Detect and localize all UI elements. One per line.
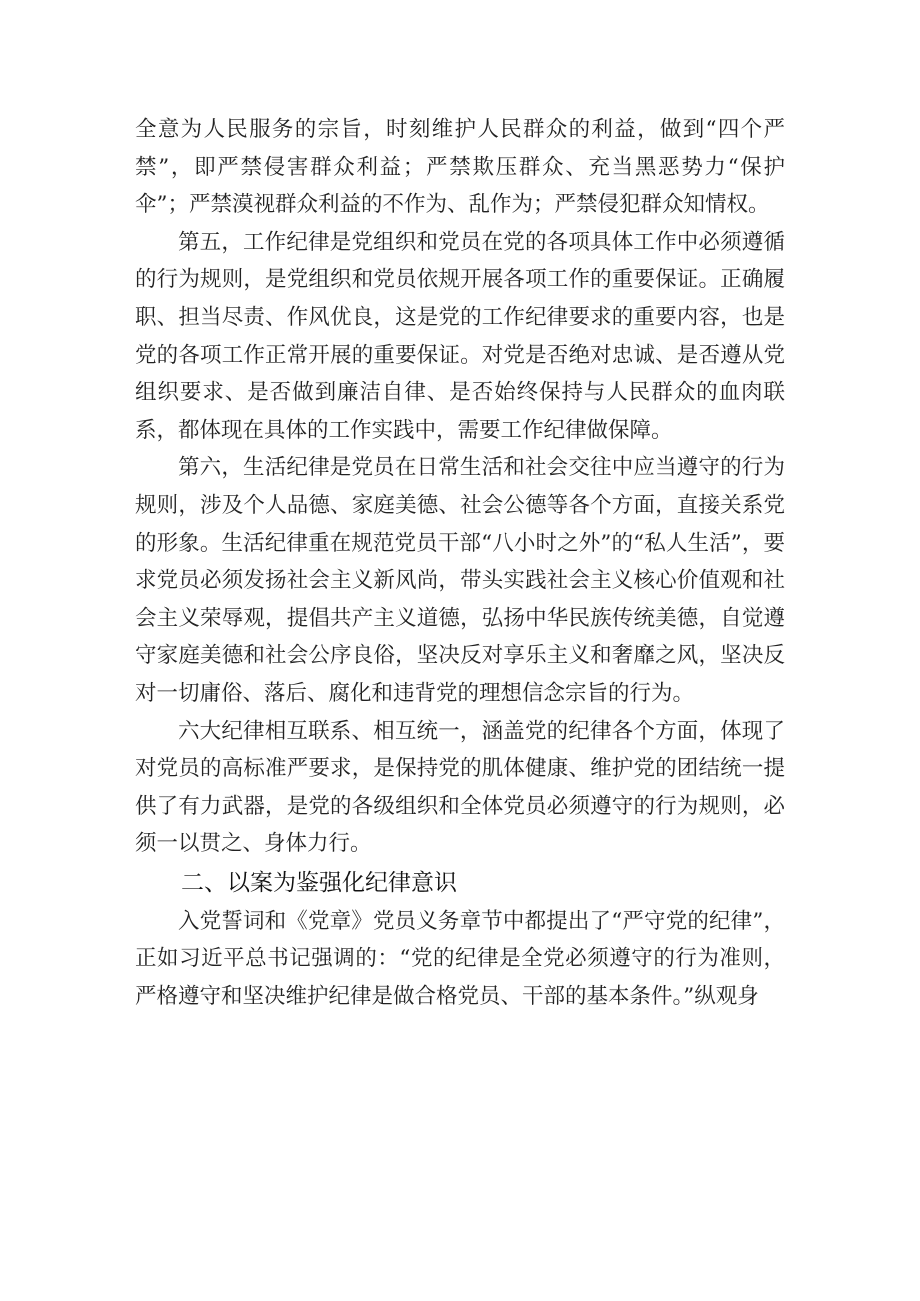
paragraph-work-discipline: 第五，工作纪律是党组织和党员在党的各项具体工作中必须遵循的行为规则，是党组织和党员依规开展各项工作的重要保证。正确履职、担当尽责、作风优良，这是党的工作纪律要求的重要内容，也是党的各项工作正常开展的重要保证。对党是否绝对忠诚、是否遵从党组织要求、是否做到廉洁自律、是否始终保持与人民群众的血肉联系，都体现在具体的工作实践中，需要工作纪律做保障。 — [135, 229, 785, 443]
paragraph-six-disciplines: 六大纪律相互联系、相互统一，涵盖党的纪律各个方面，体现了对党员的高标准严要求，是保持党的肌体健康、维护党的团结统一提供了有力武器，是党的各级组织和全体党员必须遵守的行为规则，必须一以贯之、身体力行。 — [135, 718, 785, 857]
section-heading: 二、以案为鉴强化纪律意识 — [181, 869, 457, 896]
paragraph-life-discipline: 第六，生活纪律是党员在日常生活和社会交往中应当遵守的行为规则，涉及个人品德、家庭美德、社会公德等各个方面，直接关系党的形象。生活纪律重在规范党员干部“八小时之外”的“私人生活”，要求党员必须发扬社会主义新风尚，带头实践社会主义核心价值观和社会主义荣辱观，提倡共产主义道德，弘扬中华民族传统美德，自觉遵守家庭美德和社会公序良俗，坚决反对享乐主义和奢靡之风，坚决反对一切庸俗、落后、腐化和违背党的理想信念宗旨的行为。 — [135, 455, 785, 706]
document-page — [135, 111, 785, 1016]
paragraph-oath: 入党誓词和《党章》党员义务章节中都提出了“严守党的纪律”，正如习近平总书记强调的：“党的纪律是全党必须遵守的行为准则，严格遵守和坚决维护纪律是做合格党员、干部的基本条件。”纵观身 — [135, 908, 785, 1010]
paragraph-continued: 全意为人民服务的宗旨，时刻维护人民群众的利益，做到“四个严禁”，即严禁侵害群众利益；严禁欺压群众、充当黑恶势力“保护伞”；严禁漠视群众利益的不作为、乱作为；严禁侵犯群众知情权。 — [135, 117, 785, 218]
